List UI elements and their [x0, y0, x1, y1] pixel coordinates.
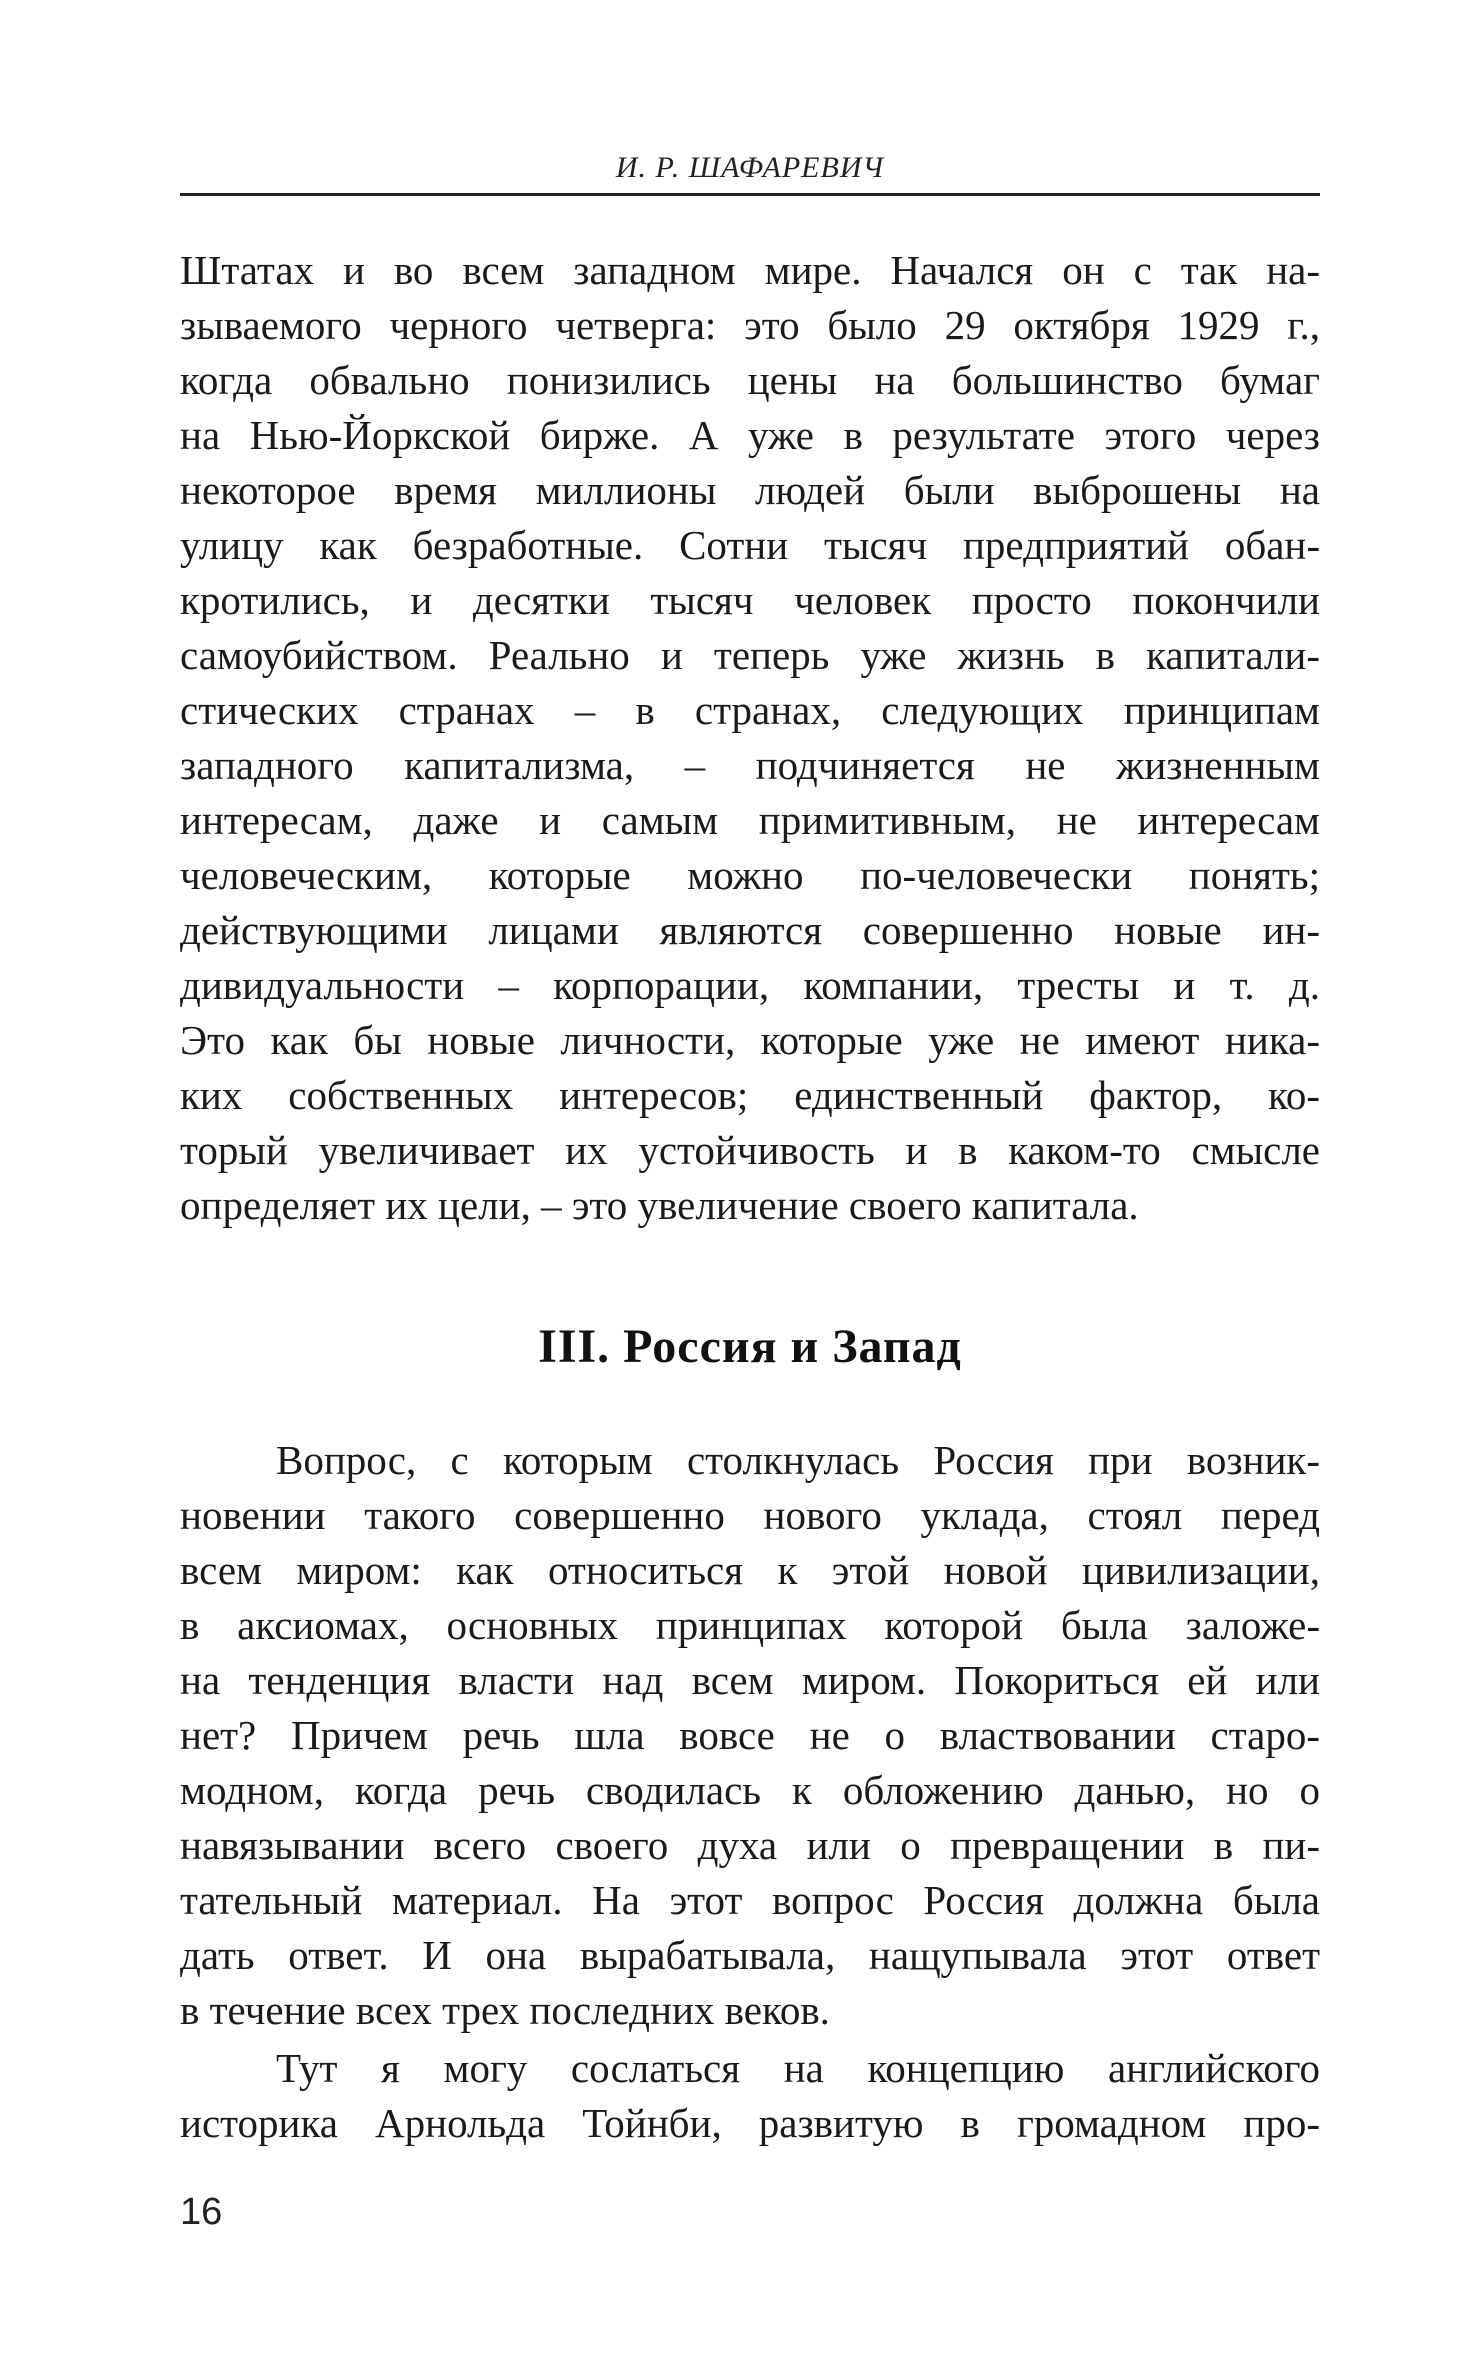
- text-line: действующими лицами являются совершенно новые ин-: [180, 907, 1320, 953]
- text-line: человеческим, которые можно по-человечески понять;: [180, 852, 1320, 898]
- text-line: навязывании всего своего духа или о превращении в пи-: [180, 1822, 1320, 1868]
- text-line: историка Арнольда Тойнби, развитую в громадном про-: [180, 2100, 1320, 2146]
- text-line: на Нью-Йоркской бирже. А уже в результате этого через: [180, 412, 1320, 458]
- text-line: на тенденция власти над всем миром. Покориться ей или: [180, 1657, 1320, 1703]
- text-line: самоубийством. Реально и теперь уже жизнь в капитали-: [180, 632, 1320, 678]
- text-line: улицу как безработные. Сотни тысяч предприятий обан-: [180, 522, 1320, 568]
- text-line: кротились, и десятки тысяч человек просто покончили: [180, 577, 1320, 623]
- text-line: Вопрос, с которым столкнулась Россия при возник-: [276, 1437, 1320, 1483]
- text-line: тательный материал. На этот вопрос Россия должна была: [180, 1877, 1320, 1923]
- text-line: в аксиомах, основных принципах которой была заложе-: [180, 1602, 1320, 1648]
- text-line: нет? Причем речь шла вовсе не о властвовании старо-: [180, 1712, 1320, 1758]
- text-line: новении такого совершенно нового уклада, стоял перед: [180, 1492, 1320, 1538]
- text-line: модном, когда речь сводилась к обложению данью, но о: [180, 1767, 1320, 1813]
- page-number: 16: [180, 2191, 223, 2233]
- text-line: интересам, даже и самым примитивным, не интересам: [180, 797, 1320, 843]
- paragraph-2: [180, 1433, 1320, 2038]
- text-line: торый увеличивает их устойчивость и в каком-то смысле: [180, 1127, 1320, 1173]
- text-line: некоторое время миллионы людей были выброшены на: [180, 467, 1320, 513]
- paragraph-3: [180, 2041, 1320, 2151]
- text-line: Штатах и во всем западном мире. Начался он с так на-: [180, 247, 1320, 293]
- text-line: всем миром: как относиться к этой новой цивилизации,: [180, 1547, 1320, 1593]
- text-line: зываемого черного четверга: это было 29 октября 1929 г.,: [180, 302, 1320, 348]
- text-line: западного капитализма, – подчиняется не жизненным: [180, 742, 1320, 788]
- text-line: Это как бы новые личности, которые уже не имеют ника-: [180, 1017, 1320, 1063]
- paragraph-1: [180, 243, 1320, 1233]
- text-line: когда обвально понизились цены на большинство бумаг: [180, 357, 1320, 403]
- text-line: ких собственных интересов; единственный фактор, ко-: [180, 1072, 1320, 1118]
- text-line: в течение всех трех последних веков.: [180, 1987, 830, 2033]
- text-line: дивидуальности – корпорации, компании, тресты и т. д.: [180, 962, 1320, 1008]
- text-line: стических странах – в странах, следующих принципам: [180, 687, 1320, 733]
- text-line: определяет их цели, – это увеличение своего капитала.: [180, 1182, 1139, 1228]
- header-rule: [180, 193, 1320, 196]
- text-line: Тут я могу сослаться на концепцию английского: [276, 2045, 1320, 2091]
- text-line: дать ответ. И она вырабатывала, нащупывала этот ответ: [180, 1932, 1320, 1978]
- running-header-author: И. Р. ШАФАРЕВИЧ: [615, 151, 885, 184]
- section-heading: III. Россия и Запад: [538, 1320, 962, 1373]
